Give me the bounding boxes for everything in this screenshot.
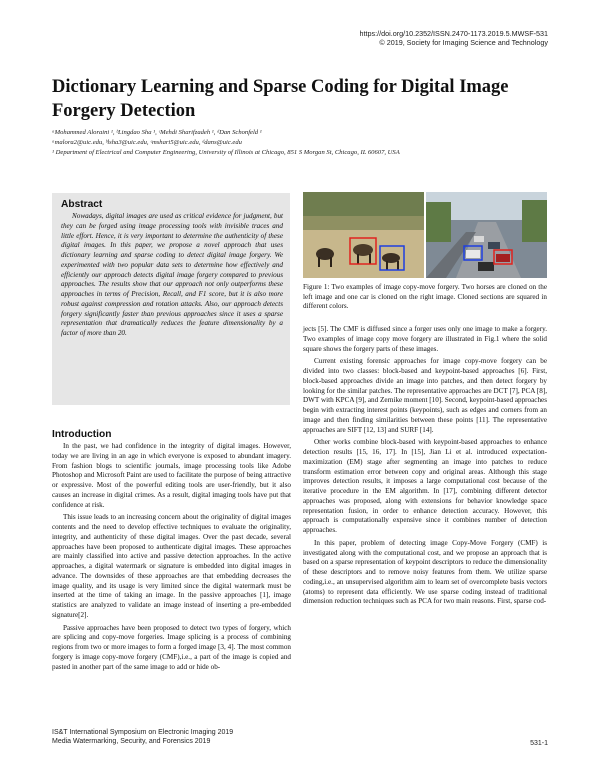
figure-1 (303, 192, 547, 278)
paper-title: Dictionary Learning and Sparse Coding for Digital Image Forgery Detection (52, 77, 509, 121)
doi-link[interactable]: https://doi.org/10.2352/ISSN.2470-1173.2019.5.MWSF-531 (359, 29, 548, 38)
horses-image (303, 192, 424, 278)
right-paragraph-2: Current existing forensic approaches for image copy-move forgery can be divided into two classes: block-based and keypoint-based approaches [6]. First, block-based approaches divide an image into patches, and then detect forgery by looking for the similar patches. The representative approaches are DCT [7], PCA [8], DWT with KPCA [9], and Zernike moment [10]. Second, keypoint-based approaches begin with extracting interest points (keypoints), such as edges and corners from an image and then finding similarities between these points [11]. The representative approaches are SIFT [12, 13] and SURF [14]. (303, 357, 547, 434)
right-paragraph-4: In this paper, problem of detecting image Copy-Move Forgery (CMF) is investigated along with the computational cost, and we propose an approach that is based on a sparse representation of keypoint descriptors to reduce the dimensionality of these descriptors and to remove noisy features from them. We utilize sparse coding,i.e., an unsupervised algorithm aim to learn set of overcomplete basis vectors (atoms) to represent data efficiently. We use sparse coding instead of traditional dimension reduction techniques such as PCA for two main reasons. First, sparse cod- (303, 538, 547, 606)
author-block (52, 128, 552, 158)
page-number: 531-1 (530, 740, 548, 747)
street-scene-graphic (426, 192, 547, 278)
affiliation-line: ¹ Department of Electrical and Computer Engineering, University of Illinois at Chicago, 851 S Morgan St, Chicago, IL 60607, USA (52, 149, 400, 156)
footer-block (52, 728, 233, 746)
copyright-notice: © 2019, Society for Imaging Science and Technology (379, 38, 548, 47)
abstract-heading: Abstract (61, 199, 103, 210)
header-block (360, 29, 548, 47)
abstract-text (61, 212, 283, 339)
abstract-paragraph: Nowadays, digital images are used as critical evidence for judgment, but they can be forged using image processing tools with invisible traces and little effort. Hence, it is very important to determine the authenticity of these digital images. In this paper, we propose a novel approach that uses dictionary learning and sparse coding to detect digital image forgery. We experimented with two popular data sets to determine how effectively and efficiently our approach detects digital image forgery compared to previous approaches. The results show that our approach not only outperforms these approaches in terms of Precision, Recall, and F1 score, but it is also more robust against compression and rotation attacks. Also, our approach detects forgery significantly faster than previous approaches since it uses a sparse representation that dramatically reduces the feature dimensionality by a factor of more than 20. (61, 212, 283, 337)
intro-paragraph-3: Passive approaches have been proposed to detect two types of forgery, which are splicing and copy-move forgeries. Image splicing is a process of combining regions from two or more images to form a forged image [3, 4]. The most common forgery is image copy-move forgery (CMF),i.e., a part of the image is copied and pasted in another part of the same image to add or hide ob- (52, 623, 291, 671)
figure-caption: Figure 1: Two examples of image copy-move forgery. Two horses are cloned on the left image and one car is cloned on the right image. Cloned sections are squared in different colors. (303, 283, 547, 311)
footer-conference: Media Watermarking, Security, and Forensics 2019 (52, 738, 211, 745)
introduction-heading: Introduction (52, 429, 112, 440)
intro-paragraph-1: In the past, we had confidence in the integrity of digital images. However, today we are living in an age in which everyone is exposed to abundant imagery. From fashion blogs to scientific journals, image processing tools like Adobe Photoshop and Microsoft Paint are used to facilitate the purpose of being attractive or expressive. Most of the powerful editing tools are user-friendly, but it also causes an increase in digital crimes. As a result, digital imaging tools have put that confidence at risk. (52, 442, 291, 509)
right-paragraph-3: Other works combine block-based with keypoint-based approaches to enhance detection results [15, 16, 17]. In [15], Jian Li et al. introduced expectation- maximization (EM) stage after segmenting an image into patches to reduce transform estimation error between copy and original areas. Although this stage improves detection results, it imposes a large computational cost because of the iterative procedure in the EM algorithm. In [17], combining different detector approaches was proposed, along with extensions for behavior knowledge space representation fusion, in order to enhance detection accuracy. However, this approach is computationally expensive since it combines number of detection approaches. (303, 438, 547, 534)
emails-line: ᵃmalora2@uic.edu, ᵇlsha3@uic.edu, ᶜmshari5@uic.edu, ᵈdans@uic.edu (52, 139, 242, 146)
footer-symposium: IS&T International Symposium on Electronic Imaging 2019 (52, 729, 234, 736)
authors-line: ᵃMohammed Aloraini ¹, ᵇLingdao Sha ¹, ᶜMehdi Sharifzadeh ¹, ᵈDan Schonfeld ¹ (52, 129, 262, 136)
introduction-text (52, 442, 291, 672)
right-paragraph-1: jects [5]. The CMF is diffused since a forger uses only one image to make a forgery. Two examples of image copy move forgery are illustrated in Fig.1 where the solid square shows the forgery parts of these images. (303, 325, 547, 353)
right-column-text (303, 325, 547, 607)
intro-paragraph-2: This issue leads to an increasing concern about the originality of digital images contents and the need to develop effective techniques to evaluate the originality, integrity, and authenticity of these digital images. Over the past decade, several approaches have been proposed to authenticate digital images. These approaches are mainly classified into active and passive detection approaches. In the active approaches, a digital watermark or signature is embedded into digital images in advance. The downsides of these approaches are that embedding decreases the image quality, and its usage is very limited since the digital watermark must be inserted at the time of taking an image. In the passive approaches [1], image statistics are analyzed to validate an image instead of inserting a pre-embedded signature[2]. (52, 513, 291, 619)
horses-scene-graphic (303, 192, 424, 278)
cars-image (426, 192, 547, 278)
